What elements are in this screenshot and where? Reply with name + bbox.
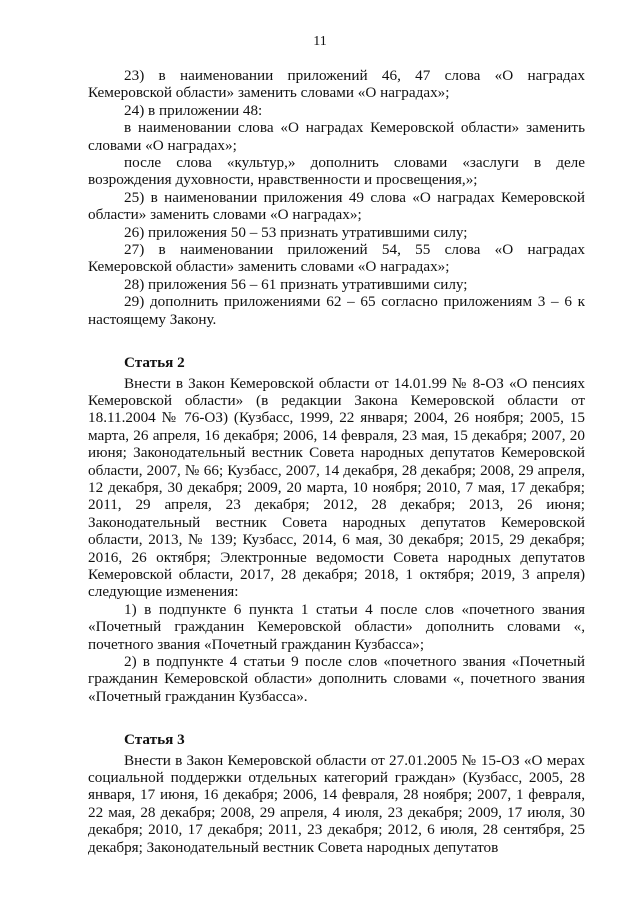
article-3-title: Статья 3 — [124, 731, 185, 749]
list-item-24-a: в наименовании слова «О наградах Кемеровской области» заменить словами «О наградах»; — [88, 119, 585, 154]
list-item-24: 24) в приложении 48: — [124, 101, 263, 119]
list-item-26: 26) приложения 50 – 53 признать утратившими силу; — [124, 223, 468, 241]
article-2-intro: Внести в Закон Кемеровской области от 14.01.99 № 8-ОЗ «О пенсиях Кемеровской области» (в редакции Закона Кемеровской области от 18.11.2004 № 76-ОЗ) (Кузбасс, 1999, 22 января; 2004, 26 ноября; 2005, 15 марта, 26 апреля, 16 декабря; 2006, 14 февраля, 23 мая, 15 декабря; 2007, 20 июня; Законодательный вестник Совета народных депутатов Кемеровской области, 2007, № 66; Кузбасс, 2007, 14 декабря, 28 декабря; 2008, 29 апреля, 12 декабря, 30 декабря; 2009, 20 марта, 10 ноября; 2010, 7 мая, 17 декабря; 2011, 29 апреля, 23 декабря; 2012, 28 декабря; 2013, 26 июня; Законодательный вестник Совета народных депутатов Кемеровской области, 2013, № 139; Кузбасс, 2014, 6 мая, 30 декабря; 2015, 29 декабря; 2016, 26 октября; Электронные ведомости Совета народных депутатов Кемеровской области, 2017, 28 декабря; 2018, 1 октября; 2019, 3 апреля) следующие изменения: — [88, 374, 585, 601]
article-3 — [88, 731, 585, 856]
list-item-27: 27) в наименовании приложений 54, 55 слова «О наградах Кемеровской области» заменить словами «О наградах»; — [88, 241, 585, 276]
document-body — [88, 67, 585, 856]
list-item-29: 29) дополнить приложениями 62 – 65 согласно приложениям 3 – 6 к настоящему Закону. — [88, 293, 585, 328]
article-2 — [88, 354, 585, 705]
article-3-intro: Внести в Закон Кемеровской области от 27.01.2005 № 15-ОЗ «О мерах социальной поддержки отдельных категорий граждан» (Кузбасс, 2005, 28 января, 17 июня, 16 декабря; 2006, 14 февраля, 28 ноября; 2007, 1 февраля, 22 мая, 28 декабря; 2008, 29 апреля, 4 июля, 23 декабря; 2009, 17 июля, 30 декабря; 2010, 17 декабря; 2011, 23 декабря; 2012, 6 июля, 28 сентября, 25 декабря; Законодательный вестник Совета народных депутатов — [88, 751, 585, 856]
article-2-item-2: 2) в подпункте 4 статьи 9 после слов «почетного звания «Почетный гражданин Кемеровской области» дополнить словами «, почетного звания «Почетный гражданин Кузбасса». — [88, 653, 585, 705]
list-item-24-b: после слова «культур,» дополнить словами «заслуги в деле возрождения духовности, нравственности и просвещения,»; — [88, 154, 585, 189]
article-2-item-1: 1) в подпункте 6 пункта 1 статьи 4 после слов «почетного звания «Почетный гражданин Кемеровской области» дополнить словами «, почетного звания «Почетный гражданин Кузбасса»; — [88, 600, 585, 653]
list-item-25: 25) в наименовании приложения 49 слова «О наградах Кемеровской области» заменить словами «О наградах»; — [88, 188, 585, 224]
article-2-title: Статья 2 — [124, 354, 185, 372]
page-number: 11 — [313, 34, 327, 49]
list-item-23: 23) в наименовании приложений 46, 47 слова «О наградах Кемеровской области» заменить словами «О наградах»; — [88, 67, 585, 102]
list-item-28: 28) приложения 56 – 61 признать утратившими силу; — [124, 275, 468, 293]
